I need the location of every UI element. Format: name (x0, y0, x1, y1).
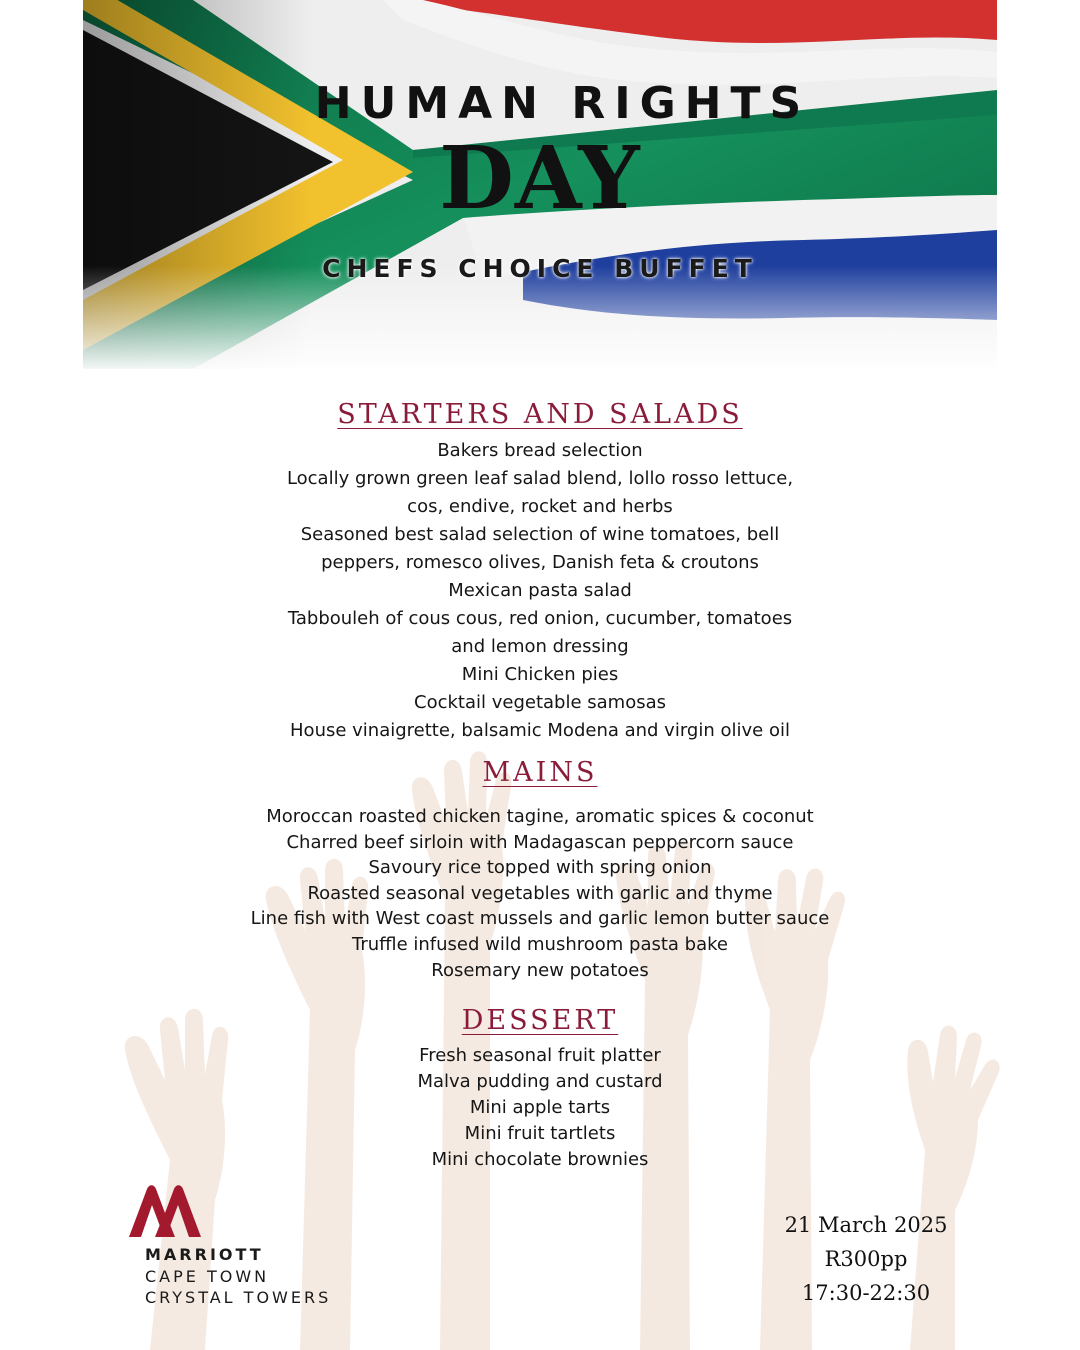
menu-item: peppers, romesco olives, Danish feta & croutons (321, 552, 759, 573)
dessert-list (0, 1043, 1080, 1173)
starters-list (0, 437, 1080, 745)
menu-item: Truffle infused wild mushroom pasta bake (352, 933, 728, 955)
menu-item: and lemon dressing (451, 636, 629, 657)
menu-item: Mini chocolate brownies (431, 1149, 649, 1171)
menu-item: House vinaigrette, balsamic Modena and virgin olive oil (290, 720, 790, 741)
dessert-heading: DESSERT (461, 1005, 619, 1037)
mains-heading: MAINS (482, 757, 598, 788)
brand-line3: CRYSTAL TOWERS (145, 1288, 332, 1307)
marriott-m-logo-icon (127, 1183, 203, 1239)
menu-item: Charred beef sirloin with Madagascan peppercorn sauce (286, 831, 794, 853)
menu-item: cos, endive, rocket and herbs (407, 496, 673, 517)
menu (0, 393, 1080, 1173)
flag-banner (83, 0, 997, 369)
event-title-line1: HUMAN RIGHTS (314, 78, 811, 129)
menu-item: Mexican pasta salad (448, 580, 632, 601)
mains-list (0, 804, 1080, 983)
menu-item: Savoury rice topped with spring onion (368, 857, 712, 879)
menu-item: Cocktail vegetable samosas (414, 692, 666, 713)
event-price: R300pp (824, 1247, 908, 1271)
event-subtitle: CHEFS CHOICE BUFFET (322, 254, 758, 283)
menu-item: Mini Chicken pies (461, 664, 619, 685)
event-date: 21 March 2025 (784, 1213, 948, 1237)
hotel-name (145, 1244, 331, 1309)
menu-item: Rosemary new potatoes (431, 959, 649, 981)
brand-line2: CAPE TOWN (145, 1266, 270, 1286)
brand-line1: MARRIOTT (145, 1245, 264, 1264)
menu-item: Seasoned best salad selection of wine tomatoes, bell (300, 524, 780, 545)
menu-item: Roasted seasonal vegetables with garlic and thyme (307, 882, 773, 904)
event-time: 17:30-22:30 (801, 1281, 931, 1305)
starters-heading: STARTERS AND SALADS (337, 399, 743, 430)
event-title-line2: DAY (439, 128, 641, 229)
menu-item: Moroccan roasted chicken tagine, aromatic spices & coconut (266, 806, 814, 827)
menu-item: Tabbouleh of cous cous, red onion, cucumber, tomatoes (287, 608, 793, 629)
menu-item: Locally grown green leaf salad blend, lollo rosso lettuce, (286, 468, 794, 489)
event-details (760, 1208, 972, 1310)
menu-item: Fresh seasonal fruit platter (419, 1045, 661, 1067)
menu-item: Mini fruit tartlets (464, 1123, 616, 1145)
menu-item: Bakers bread selection (437, 440, 643, 461)
menu-item: Line fish with West coast mussels and garlic lemon butter sauce (250, 908, 830, 930)
menu-item: Mini apple tarts (469, 1097, 611, 1119)
menu-item: Malva pudding and custard (417, 1071, 663, 1093)
